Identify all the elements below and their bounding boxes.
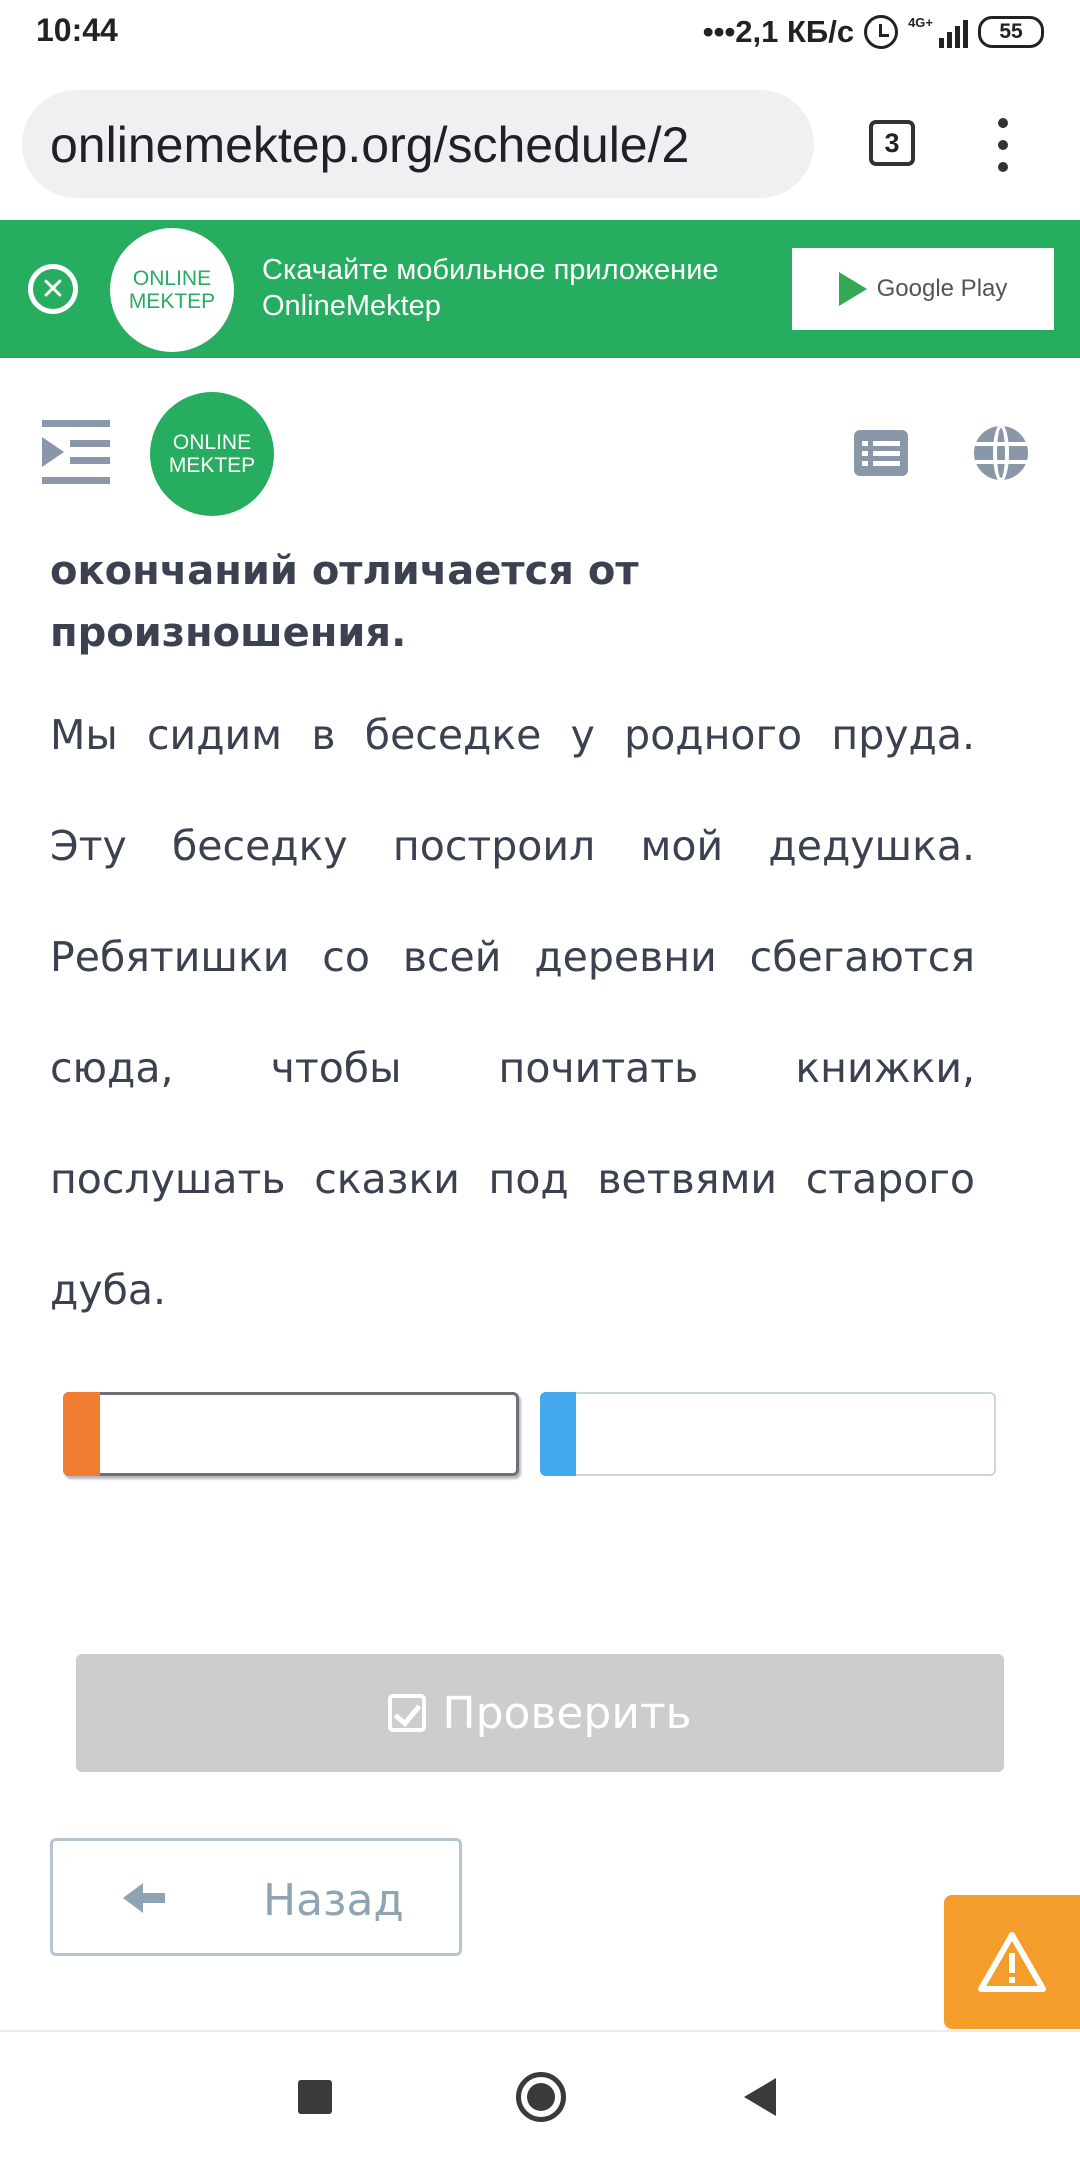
- back-nav-icon[interactable]: [744, 2078, 776, 2116]
- answer-accent-blue: [540, 1392, 576, 1476]
- back-label: Назад: [263, 1875, 404, 1926]
- answer-input-2[interactable]: [540, 1392, 996, 1476]
- site-logo[interactable]: [150, 392, 274, 516]
- answer-accent-orange: [63, 1392, 100, 1476]
- answer-input-1[interactable]: [63, 1392, 519, 1476]
- checkbox-icon: [388, 1694, 426, 1732]
- network-type: 4G+: [908, 15, 933, 30]
- globe-icon[interactable]: [974, 426, 1028, 480]
- passage-text: Мы сидим в беседке у родного пруда. Эту беседку построил мой дедушка. Ребятишки со всей деревни сбегаются сюда, чтобы почитать книжки, послушать сказки под ветвями старого дуба.: [50, 711, 975, 1314]
- alarm-icon: [864, 15, 898, 49]
- banner-message: [262, 252, 719, 324]
- site-header: [0, 358, 1080, 528]
- app-download-banner: [0, 220, 1080, 358]
- check-label: Проверить: [442, 1687, 692, 1739]
- banner-logo-line2: MEKTEP: [128, 290, 216, 313]
- more-menu-icon[interactable]: [990, 118, 1016, 172]
- system-nav-bar: [0, 2032, 1080, 2160]
- status-time: 10:44: [36, 12, 118, 48]
- close-icon[interactable]: ✕: [28, 264, 78, 314]
- network-speed: •••2,1 КБ/с: [702, 14, 855, 49]
- status-indicators: [703, 12, 1044, 52]
- google-play-button[interactable]: [792, 248, 1054, 330]
- url-bar[interactable]: [22, 90, 814, 198]
- tab-count: 3: [884, 127, 900, 158]
- banner-text-line2: OnlineMektep: [262, 290, 441, 322]
- google-play-icon: [839, 272, 867, 306]
- banner-logo: [110, 228, 234, 352]
- tab-switcher-button[interactable]: [869, 120, 915, 166]
- url-text[interactable]: onlinemektep.org/schedule/2: [50, 117, 690, 173]
- question-line1: окончаний отличается от: [50, 548, 639, 594]
- battery-level: 55: [999, 20, 1023, 43]
- signal-icon: [908, 16, 968, 48]
- browser-toolbar: [0, 66, 1080, 220]
- home-icon[interactable]: [516, 2072, 566, 2122]
- battery-icon: [978, 16, 1044, 48]
- report-button[interactable]: [944, 1895, 1080, 2029]
- back-button[interactable]: [50, 1838, 462, 1956]
- banner-text-line1: Скачайте мобильное приложение: [262, 254, 719, 286]
- google-play-label: Google Play: [876, 275, 1008, 302]
- arrow-left-icon: [123, 1883, 167, 1913]
- status-bar: [0, 0, 1080, 66]
- sidebar-toggle-icon[interactable]: [42, 420, 110, 484]
- recents-icon[interactable]: [298, 2080, 332, 2114]
- question-title: [50, 540, 1040, 664]
- question-line2: произношения.: [50, 610, 407, 656]
- list-icon[interactable]: [854, 430, 908, 476]
- site-logo-line1: ONLINE: [172, 431, 252, 454]
- check-button[interactable]: [76, 1654, 1004, 1772]
- site-logo-line2: MEKTEP: [168, 454, 256, 477]
- warning-icon: [977, 1931, 1047, 1993]
- banner-logo-line1: ONLINE: [132, 267, 212, 290]
